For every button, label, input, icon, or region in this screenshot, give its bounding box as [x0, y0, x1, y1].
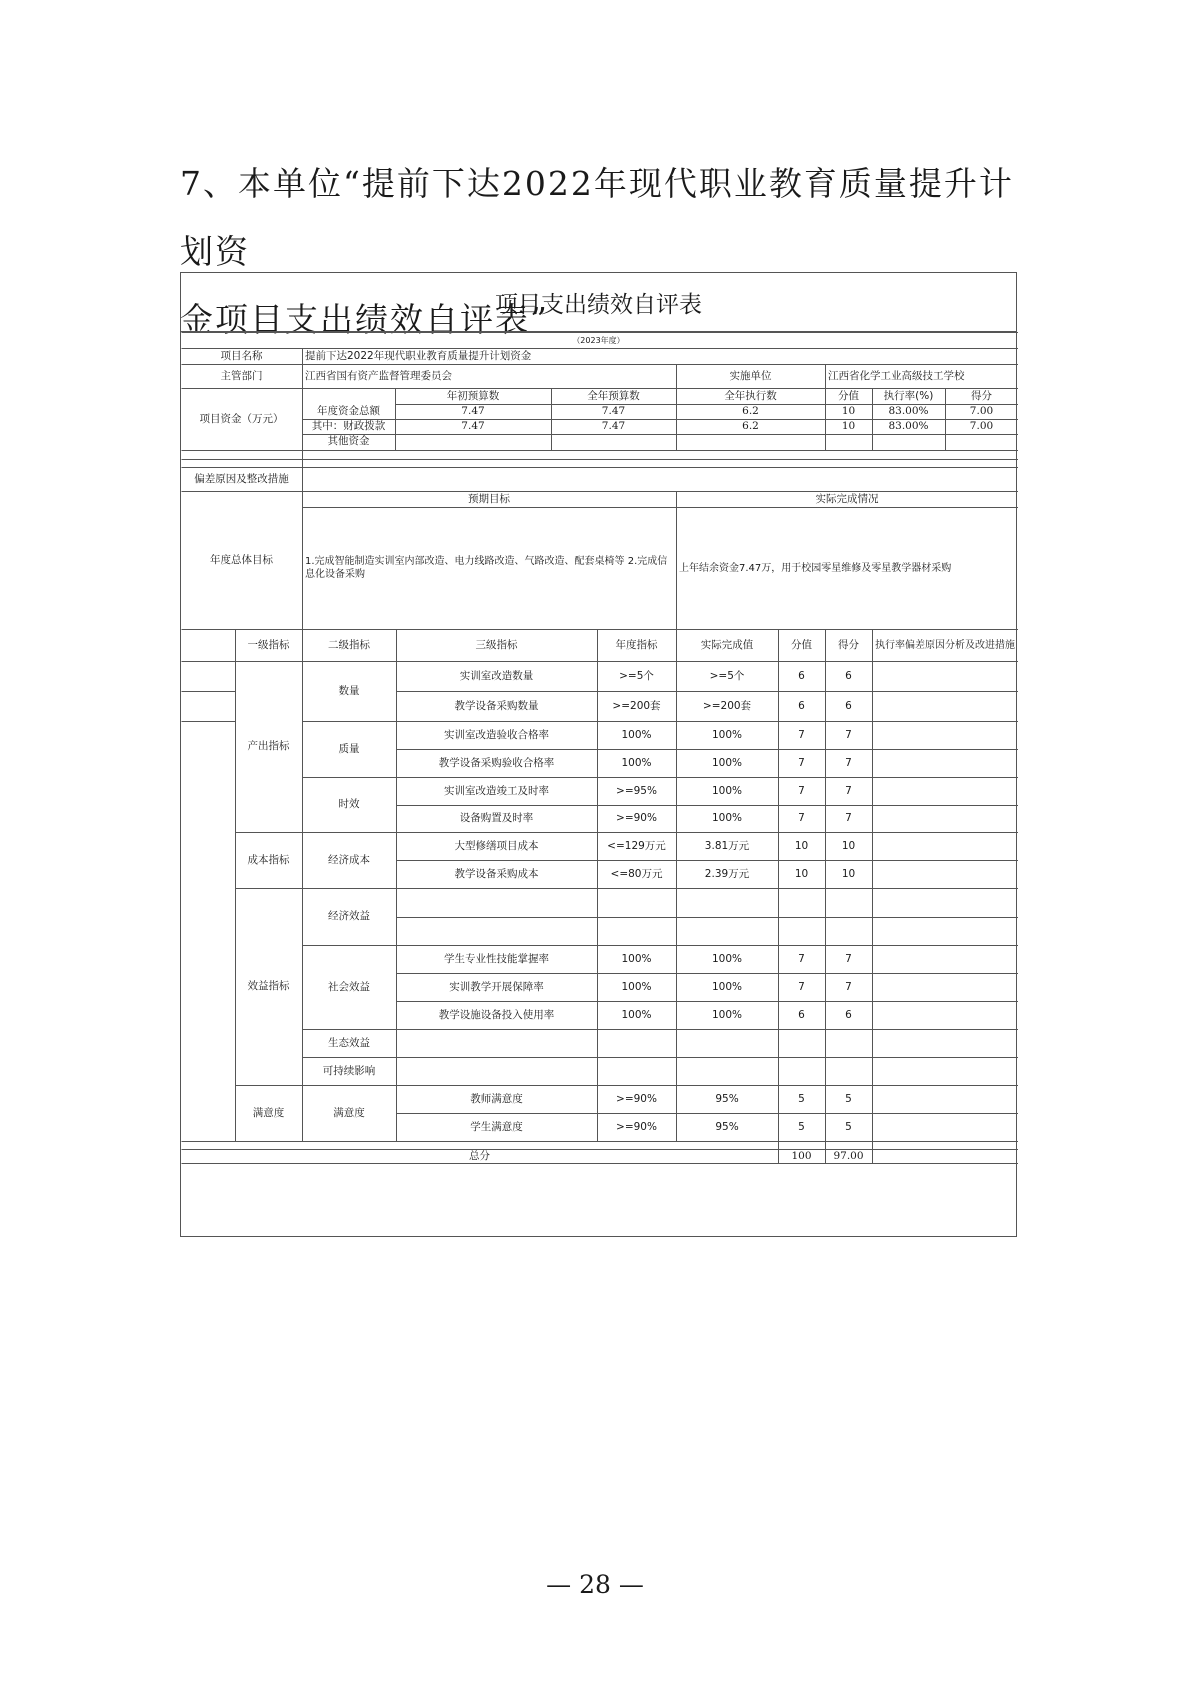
level2-quantity: 数量 — [338, 684, 360, 697]
level2-economic-cost: 经济成本 — [328, 853, 370, 866]
indicator-got — [825, 1057, 872, 1085]
indicator-score — [778, 1029, 825, 1057]
funds-header-annual: 全年预算数 — [587, 389, 640, 402]
indicator-target: 100% — [621, 980, 652, 993]
level1-cost: 成本指标 — [247, 853, 290, 866]
header-got: 得分 — [838, 638, 859, 651]
indicator-score: 7 — [798, 728, 805, 741]
indicator-name: 教学设施设备投入使用率 — [438, 1008, 555, 1021]
indicator-target: <=80万元 — [610, 867, 663, 880]
funds-cell: 7.47 — [601, 405, 626, 417]
indicator-name: 实训室改造验收合格率 — [444, 728, 549, 741]
header-level1: 一级指标 — [247, 638, 290, 651]
goals-expected-header: 预期目标 — [468, 492, 510, 505]
funds-cell — [676, 434, 825, 449]
indicator-target: 100% — [621, 756, 652, 769]
funds-cell — [945, 434, 1018, 449]
indicator-target: >=95% — [616, 784, 657, 797]
indicator-got: 7 — [845, 952, 852, 965]
indicator-target: 100% — [621, 952, 652, 965]
indicator-actual: >=200套 — [702, 699, 752, 712]
indicator-target: <=129万元 — [607, 839, 666, 852]
heading-line-2: 金项目支出绩效自评表” — [180, 300, 549, 339]
indicator-got: 7 — [845, 728, 852, 741]
indicator-score: 7 — [798, 952, 805, 965]
funds-cell: 6.2 — [742, 420, 759, 432]
indicator-name — [396, 1029, 597, 1057]
funds-header-executed: 全年执行数 — [724, 389, 777, 402]
indicator-name: 学生专业性技能掌握率 — [444, 952, 549, 965]
total-score: 100 — [791, 1149, 812, 1162]
indicator-name: 学生满意度 — [470, 1120, 523, 1133]
indicator-got: 10 — [841, 867, 856, 880]
indicator-got: 7 — [845, 980, 852, 993]
indicator-name: 教学设备采购数量 — [454, 699, 539, 712]
indicator-name: 教学设备采购成本 — [454, 867, 539, 880]
indicator-actual — [676, 1057, 778, 1085]
indicator-target: >=90% — [616, 812, 657, 824]
indicator-name: 实训室改造竣工及时率 — [444, 784, 549, 797]
header-level2: 二级指标 — [328, 638, 370, 651]
indicator-score: 7 — [798, 980, 805, 993]
funds-cell: 10 — [841, 420, 856, 432]
funds-cell: 10 — [841, 405, 856, 417]
indicator-name — [396, 1057, 597, 1085]
indicator-got: 7 — [845, 756, 852, 769]
indicator-actual — [676, 1029, 778, 1057]
indicator-name: 大型修缮项目成本 — [454, 839, 539, 852]
funds-cell — [825, 434, 872, 449]
indicator-got — [825, 1029, 872, 1057]
funds-cell — [551, 434, 676, 449]
deviation-label: 偏差原因及整改措施 — [194, 472, 289, 485]
funds-label: 项目资金（万元） — [199, 412, 284, 425]
indicator-actual: 100% — [711, 952, 743, 965]
indicator-score: 10 — [794, 839, 809, 852]
goals-label: 年度总体目标 — [210, 553, 273, 566]
form-title: 项目支出绩效自评表 — [181, 273, 1016, 332]
indicator-target: 100% — [621, 1008, 652, 1021]
funds-cell — [395, 434, 551, 449]
indicator-target: >=5个 — [619, 669, 654, 682]
funds-cell — [872, 434, 945, 449]
indicator-name: 实训室改造数量 — [459, 669, 534, 682]
indicator-target: >=90% — [616, 1120, 657, 1133]
indicator-actual: 100% — [711, 980, 743, 993]
funds-cell: 6.2 — [742, 405, 759, 417]
indicator-score: 6 — [798, 699, 805, 712]
indicator-score: 6 — [798, 1008, 805, 1021]
evaluation-form — [180, 272, 1017, 1237]
indicator-score — [778, 1057, 825, 1085]
level1-benefit: 效益指标 — [247, 980, 290, 992]
indicator-got — [825, 888, 872, 917]
level1-satisfaction: 满意度 — [252, 1106, 285, 1119]
level2-sustainable-impact: 可持续影响 — [322, 1064, 376, 1077]
indicator-actual: 3.81万元 — [704, 839, 750, 852]
indicator-score: 5 — [798, 1092, 805, 1105]
indicator-actual — [676, 888, 778, 917]
indicator-score: 6 — [798, 669, 805, 682]
indicator-score: 10 — [794, 867, 809, 880]
funds-cell: 7.47 — [461, 405, 485, 417]
total-got: 97.00 — [833, 1149, 864, 1162]
indicator-name: 设备购置及时率 — [459, 812, 534, 824]
indicator-got: 6 — [845, 699, 852, 712]
indicator-actual: 95% — [715, 1092, 739, 1105]
indicator-actual: 100% — [711, 756, 743, 769]
header-level3: 三级指标 — [475, 638, 518, 651]
indicator-actual: 2.39万元 — [704, 867, 750, 880]
funds-cell: 7.00 — [969, 405, 994, 417]
indicator-name — [396, 917, 597, 945]
indicator-actual: 100% — [711, 1008, 743, 1021]
goals-actual-header: 实际完成情况 — [815, 492, 879, 505]
indicator-target — [597, 1057, 676, 1085]
page-number: — 28 — — [546, 1570, 644, 1599]
funds-header-got: 得分 — [971, 389, 992, 402]
funds-cell: 83.00% — [888, 420, 929, 432]
level2-satisfaction: 满意度 — [333, 1106, 365, 1119]
goals-expected: 1.完成智能制造实训室内部改造、电力线路改造、气路改造、配套桌椅等 2.完成信息化设备采购 — [305, 556, 668, 580]
indicator-actual: >=5个 — [709, 669, 745, 682]
funds-cell: 83.00% — [888, 405, 929, 417]
indicator-name — [396, 888, 597, 917]
indicator-name: 教师满意度 — [470, 1092, 523, 1105]
indicator-got: 6 — [845, 669, 852, 682]
indicator-got: 5 — [845, 1092, 852, 1105]
goals-actual: 上年结余资金7.47万，用于校园零星维修及零星教学器材采购 — [679, 562, 952, 574]
funds-row-label: 其中：财政拨款 — [311, 420, 386, 432]
indicator-score: 7 — [798, 784, 805, 797]
header-actual: 实际完成值 — [700, 638, 754, 651]
indicator-got: 7 — [845, 784, 852, 797]
impl-value: 江西省化学工业高级技工学校 — [828, 369, 965, 382]
level2-ecological-benefit: 生态效益 — [328, 1036, 370, 1049]
dept-label: 主管部门 — [220, 369, 263, 382]
project-name-label: 项目名称 — [220, 349, 263, 362]
indicator-target — [597, 917, 676, 945]
indicator-score: 5 — [798, 1120, 805, 1133]
indicator-target: >=200套 — [612, 699, 661, 712]
header-target: 年度指标 — [615, 638, 658, 651]
indicator-actual: 100% — [711, 728, 743, 741]
total-label: 总分 — [469, 1149, 490, 1162]
funds-cell: 7.00 — [969, 420, 994, 432]
indicator-score — [778, 917, 825, 945]
funds-header-initial: 年初预算数 — [446, 389, 500, 402]
indicator-got — [825, 917, 872, 945]
indicator-target — [597, 888, 676, 917]
level2-social-benefit: 社会效益 — [328, 980, 370, 993]
indicator-score: 7 — [798, 756, 805, 769]
indicator-got: 5 — [845, 1120, 852, 1133]
indicator-got: 10 — [841, 839, 856, 852]
header-score: 分值 — [791, 638, 812, 651]
project-name-value: 提前下达2022年现代职业教育质量提升计划资金 — [305, 349, 532, 362]
impl-label: 实施单位 — [729, 369, 772, 382]
level1-output: 产出指标 — [247, 740, 290, 752]
header-deviation: 执行率偏差原因分析及改进措施 — [875, 639, 1015, 651]
indicator-got: 7 — [845, 812, 852, 824]
funds-cell: 7.47 — [461, 420, 485, 432]
indicator-target — [597, 1029, 676, 1057]
level2-quality: 质量 — [338, 742, 360, 755]
funds-cell: 7.47 — [601, 420, 626, 432]
form-year: （2023年度） — [572, 335, 625, 345]
indicator-actual: 100% — [711, 812, 743, 824]
indicator-score: 7 — [798, 812, 805, 824]
dept-value: 江西省国有资产监督管理委员会 — [305, 369, 452, 382]
indicator-score — [778, 888, 825, 917]
indicator-actual: 95% — [715, 1120, 739, 1133]
funds-header-score: 分值 — [838, 389, 859, 402]
indicator-name: 实训教学开展保障率 — [449, 980, 544, 993]
indicator-name: 教学设备采购验收合格率 — [438, 756, 555, 769]
indicator-target: >=90% — [616, 1092, 657, 1105]
indicator-target: 100% — [621, 728, 652, 741]
indicator-actual — [676, 917, 778, 945]
funds-row-label: 年度资金总额 — [317, 405, 380, 417]
level2-economic-benefit: 经济效益 — [328, 910, 370, 922]
heading-line-1: 7、本单位“提前下达2022年现代职业教育质量提升计划资 — [180, 164, 1014, 271]
level2-timeliness: 时效 — [338, 798, 360, 810]
funds-row-label: 其他资金 — [327, 435, 370, 447]
funds-header-rate: 执行率(%) — [883, 389, 934, 402]
indicator-actual: 100% — [711, 784, 743, 797]
indicator-got: 6 — [845, 1008, 852, 1021]
